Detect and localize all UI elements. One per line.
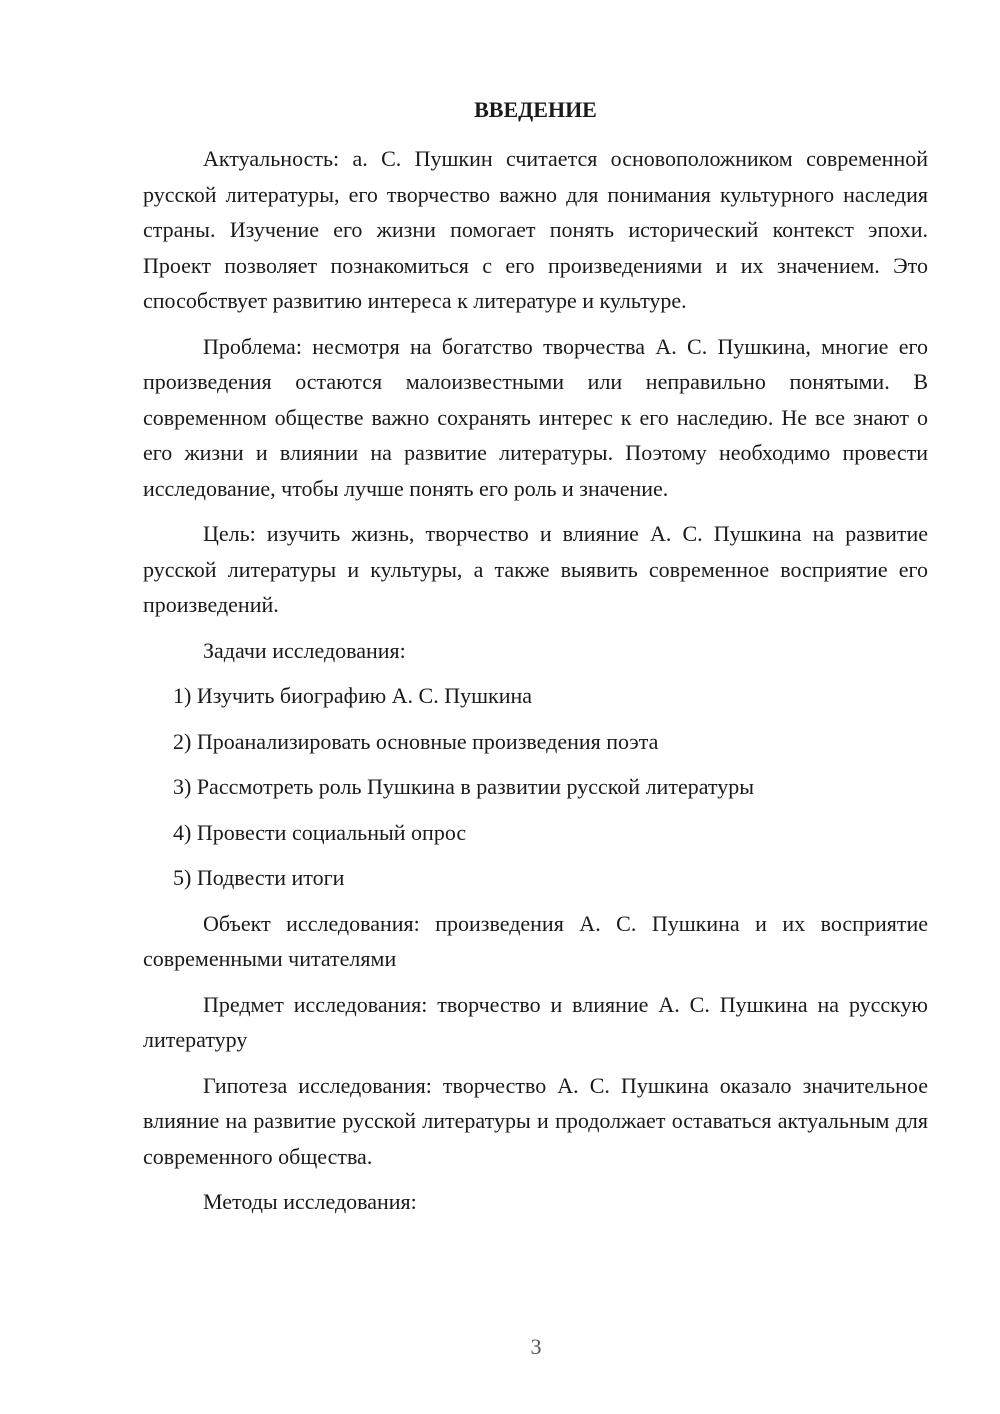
task-item: 5) Подвести итоги [173,865,345,890]
tasks-heading: Задачи исследования: [203,637,406,663]
page-content [143,92,928,1230]
task-item: 4) Провести социальный опрос [173,819,467,845]
paragraph-object: Объект исследования: произведения А. С. Пушкина и их восприятие современными читателями [143,910,928,971]
task-item: 2) Проанализировать основные произведения поэта [173,728,659,754]
paragraph-problem: Проблема: несмотря на богатство творчества А. С. Пушкина, многие его произведения остаются малоизвестными или неправильно понятыми. В современном обществе важно сохранять интерес к его наследию. Не все знают о его жизни и влиянии на развитие литературы. Поэтому необходимо провести исследование, чтобы лучше понять его роль и значение. [143,333,928,501]
task-item: 3) Рассмотреть роль Пушкина в развитии русской литературы [173,774,755,799]
paragraph-hypothesis: Гипотеза исследования: творчество А. С. Пушкина оказало значительное влияние на развитие русской литературы и продолжает оставаться актуальным для современного общества. [143,1072,928,1169]
task-item: 1) Изучить биографию А. С. Пушкина [173,683,533,708]
tasks-list [143,678,928,896]
methods-heading: Методы исследования: [203,1189,417,1214]
page-number: 3 [530,1334,542,1359]
paragraph-relevance: Актуальность: а. С. Пушкин считается основоположником современной русской литературы, его творчество важно для понимания культурного наследия страны. Изучение его жизни помогает понять исторический контекст эпохи. Проект позволяет познакомиться с его произведениями и их значением. Это способствует развитию интереса к литературе и культуре. [143,146,928,313]
paragraph-subject: Предмет исследования: творчество и влияние А. С. Пушкина на русскую литературу [143,991,928,1052]
section-heading: ВВЕДЕНИЕ [474,97,597,122]
paragraph-goal: Цель: изучить жизнь, творчество и влияние А. С. Пушкина на развитие русской литературы и культуры, а также выявить современное восприятие его произведений. [143,521,928,617]
